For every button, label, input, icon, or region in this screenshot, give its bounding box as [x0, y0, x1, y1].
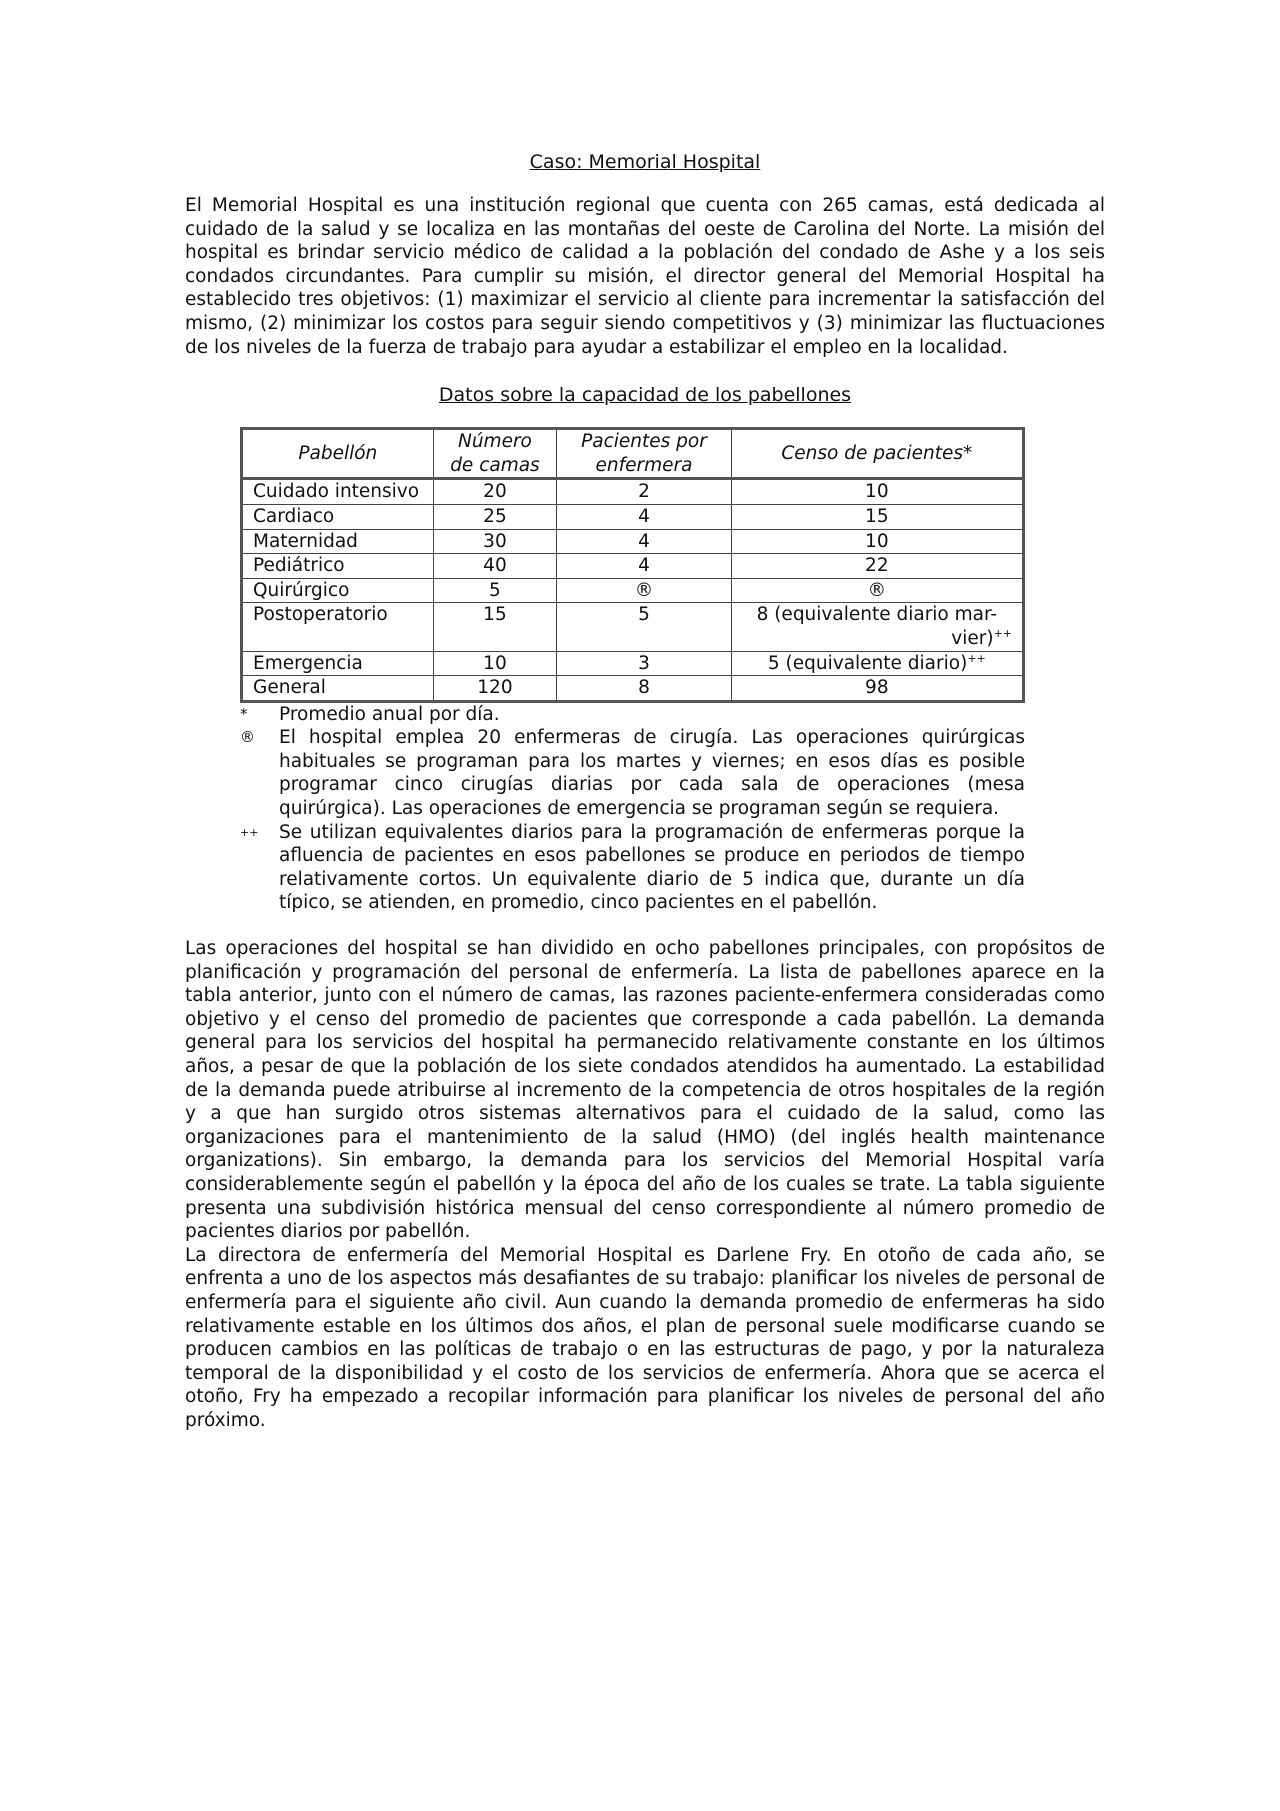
table-row — [242, 504, 1024, 529]
cell-pacientes: 4 — [557, 529, 731, 554]
cell-pabellon: General — [242, 676, 434, 702]
cell-pacientes: 4 — [557, 504, 731, 529]
table-title: Datos sobre la capacidad de los pabellones — [438, 384, 852, 407]
cell-camas: 10 — [433, 651, 557, 676]
footnote — [240, 821, 1025, 915]
cell-censo: 22 — [731, 554, 1023, 579]
footnote — [240, 726, 1025, 820]
censo-text: 5 (equivalente diario) — [767, 652, 968, 674]
censo-text: vier) — [951, 627, 994, 649]
footnote-text: Se utilizan equivalentes diarios para la programación de enfermeras porque la afluencia de pacientes en esos pabellones se produce en periodos de tiempo relativamente cortos. Un equivalente diario de 5 indica que, durante un día típico, se atienden, en promedio, cinco pacientes en el pabellón. — [279, 821, 1025, 914]
footnote — [240, 703, 1025, 727]
cell-camas: 120 — [433, 676, 557, 702]
cell-censo: 10 — [731, 479, 1023, 505]
intro-paragraph: El Memorial Hospital es una institución regional que cuenta con 265 camas, está dedicada al cuidado de la salud y se localiza en las montañas del oeste de Carolina del Norte. La misión del hospital es brindar servicio médico de calidad a la población del condado de Ashe y a los seis condados circundantes. Para cumplir su misión, el director general del Memorial Hospital ha establecido tres objetivos: (1) maximizar el servicio al cliente para incrementar la satisfacción del mismo, (2) minimizar los costos para seguir siendo competitivos y (3) minimizar las fluctuaciones de los niveles de la fuerza de trabajo para ayudar a estabilizar el empleo en la localidad. — [185, 195, 1105, 358]
table-row — [242, 651, 1024, 676]
capacity-table — [240, 427, 1025, 703]
cell-pabellon: Emergencia — [242, 651, 434, 676]
cell-pabellon: Quirúrgico — [242, 578, 434, 603]
cell-pabellon: Cardiaco — [242, 504, 434, 529]
document-title: Caso: Memorial Hospital — [529, 151, 761, 173]
cell-pacientes: 4 — [557, 554, 731, 579]
cell-camas: 25 — [433, 504, 557, 529]
footnote-text: El hospital emplea 20 enfermeras de cirugía. Las operaciones quirúrgicas habituales se programan para los martes y viernes; en esos días es posible programar cinco cirugías diarias por cada sala de operaciones (mesa quirúrgica). Las operaciones de emergencia se programan según se requiera. — [279, 727, 1025, 820]
cell-pabellon: Maternidad — [242, 529, 434, 554]
cell-pacientes: 3 — [557, 651, 731, 676]
table-header-row — [242, 429, 1024, 479]
cell-pabellon: Postoperatorio — [242, 603, 434, 651]
cell-camas: 5 — [433, 578, 557, 603]
cell-pacientes: 2 — [557, 479, 731, 505]
cell-censo: 15 — [731, 504, 1023, 529]
censo-line: 8 (equivalente diario mar- — [756, 604, 998, 626]
table-row — [242, 676, 1024, 702]
table-row — [242, 578, 1024, 603]
header-censo: Censo de pacientes* — [731, 429, 1023, 479]
footnote-symbol: ® — [240, 728, 255, 747]
header-camas: Número de camas — [433, 429, 557, 479]
header-pabellon: Pabellón — [242, 429, 434, 479]
cell-censo — [731, 603, 1023, 651]
censo-superscript: ++ — [993, 626, 1012, 640]
cell-pacientes: 5 — [557, 603, 731, 651]
spacer — [185, 915, 1105, 937]
body-paragraph: La directora de enfermería del Memorial Hospital es Darlene Fry. En otoño de cada año, se enfrenta a uno de los aspectos más desafiantes de su trabajo: planificar los niveles de personal de enfermería para el siguiente año civil. Aun cuando la demanda promedio de enfermeras ha sido relativamente estable en los últimos dos años, el plan de personal suele modificarse cuando se producen cambios en las políticas de trabajo o en las estructuras de pago, y por la naturaleza temporal de la disponibilidad y el costo de los servicios de enfermería. Ahora que se acerca el otoño, Fry ha empezado a recopilar información para planificar los niveles de personal del año próximo. — [185, 1244, 1105, 1431]
table-row — [242, 554, 1024, 579]
cell-censo: ® — [731, 578, 1023, 603]
document-content — [185, 150, 1105, 1433]
cell-pabellon: Pediátrico — [242, 554, 434, 579]
table-footnotes — [240, 703, 1025, 915]
censo-superscript: ++ — [967, 651, 986, 665]
censo-line — [742, 627, 1012, 651]
capacity-table-wrap — [240, 427, 1025, 915]
cell-camas: 15 — [433, 603, 557, 651]
header-pacientes: Pacientes por enfermera — [557, 429, 731, 479]
cell-camas: 20 — [433, 479, 557, 505]
cell-pacientes: ® — [557, 578, 731, 603]
footnote-text: Promedio anual por día. — [279, 703, 500, 725]
cell-censo — [731, 651, 1023, 676]
cell-camas: 30 — [433, 529, 557, 554]
cell-pabellon: Cuidado intensivo — [242, 479, 434, 505]
cell-censo: 98 — [731, 676, 1023, 702]
table-row — [242, 479, 1024, 505]
footnote-symbol: * — [240, 704, 248, 723]
table-row — [242, 529, 1024, 554]
cell-camas: 40 — [433, 554, 557, 579]
table-row — [242, 603, 1024, 651]
cell-censo: 10 — [731, 529, 1023, 554]
cell-pacientes: 8 — [557, 676, 731, 702]
body-paragraph: Las operaciones del hospital se han dividido en ocho pabellones principales, con propósitos de planificación y programación del personal de enfermería. La lista de pabellones aparece en la tabla anterior, junto con el número de camas, las razones paciente-enfermera consideradas como objetivo y el censo del promedio de pacientes que corresponde a cada pabellón. La demanda general para los servicios del hospital ha permanecido relativamente constante en los últimos años, a pesar de que la población de los siete condados atendidos ha aumentado. La estabilidad de la demanda puede atribuirse al incremento de la competencia de otros hospitales de la región y a que han surgido otros sistemas alternativos para el cuidado de la salud, como las organizaciones para el mantenimiento de la salud (HMO) (del inglés health maintenance organizations). Sin embargo, la demanda para los servicios del Memorial Hospital varía considerablemente según el pabellón y la época del año de los cuales se trate. La tabla siguiente presenta una subdivisión histórica mensual del censo correspondiente al número promedio de pacientes diarios por pabellón. — [185, 938, 1105, 1243]
footnote-symbol: ++ — [240, 825, 259, 839]
